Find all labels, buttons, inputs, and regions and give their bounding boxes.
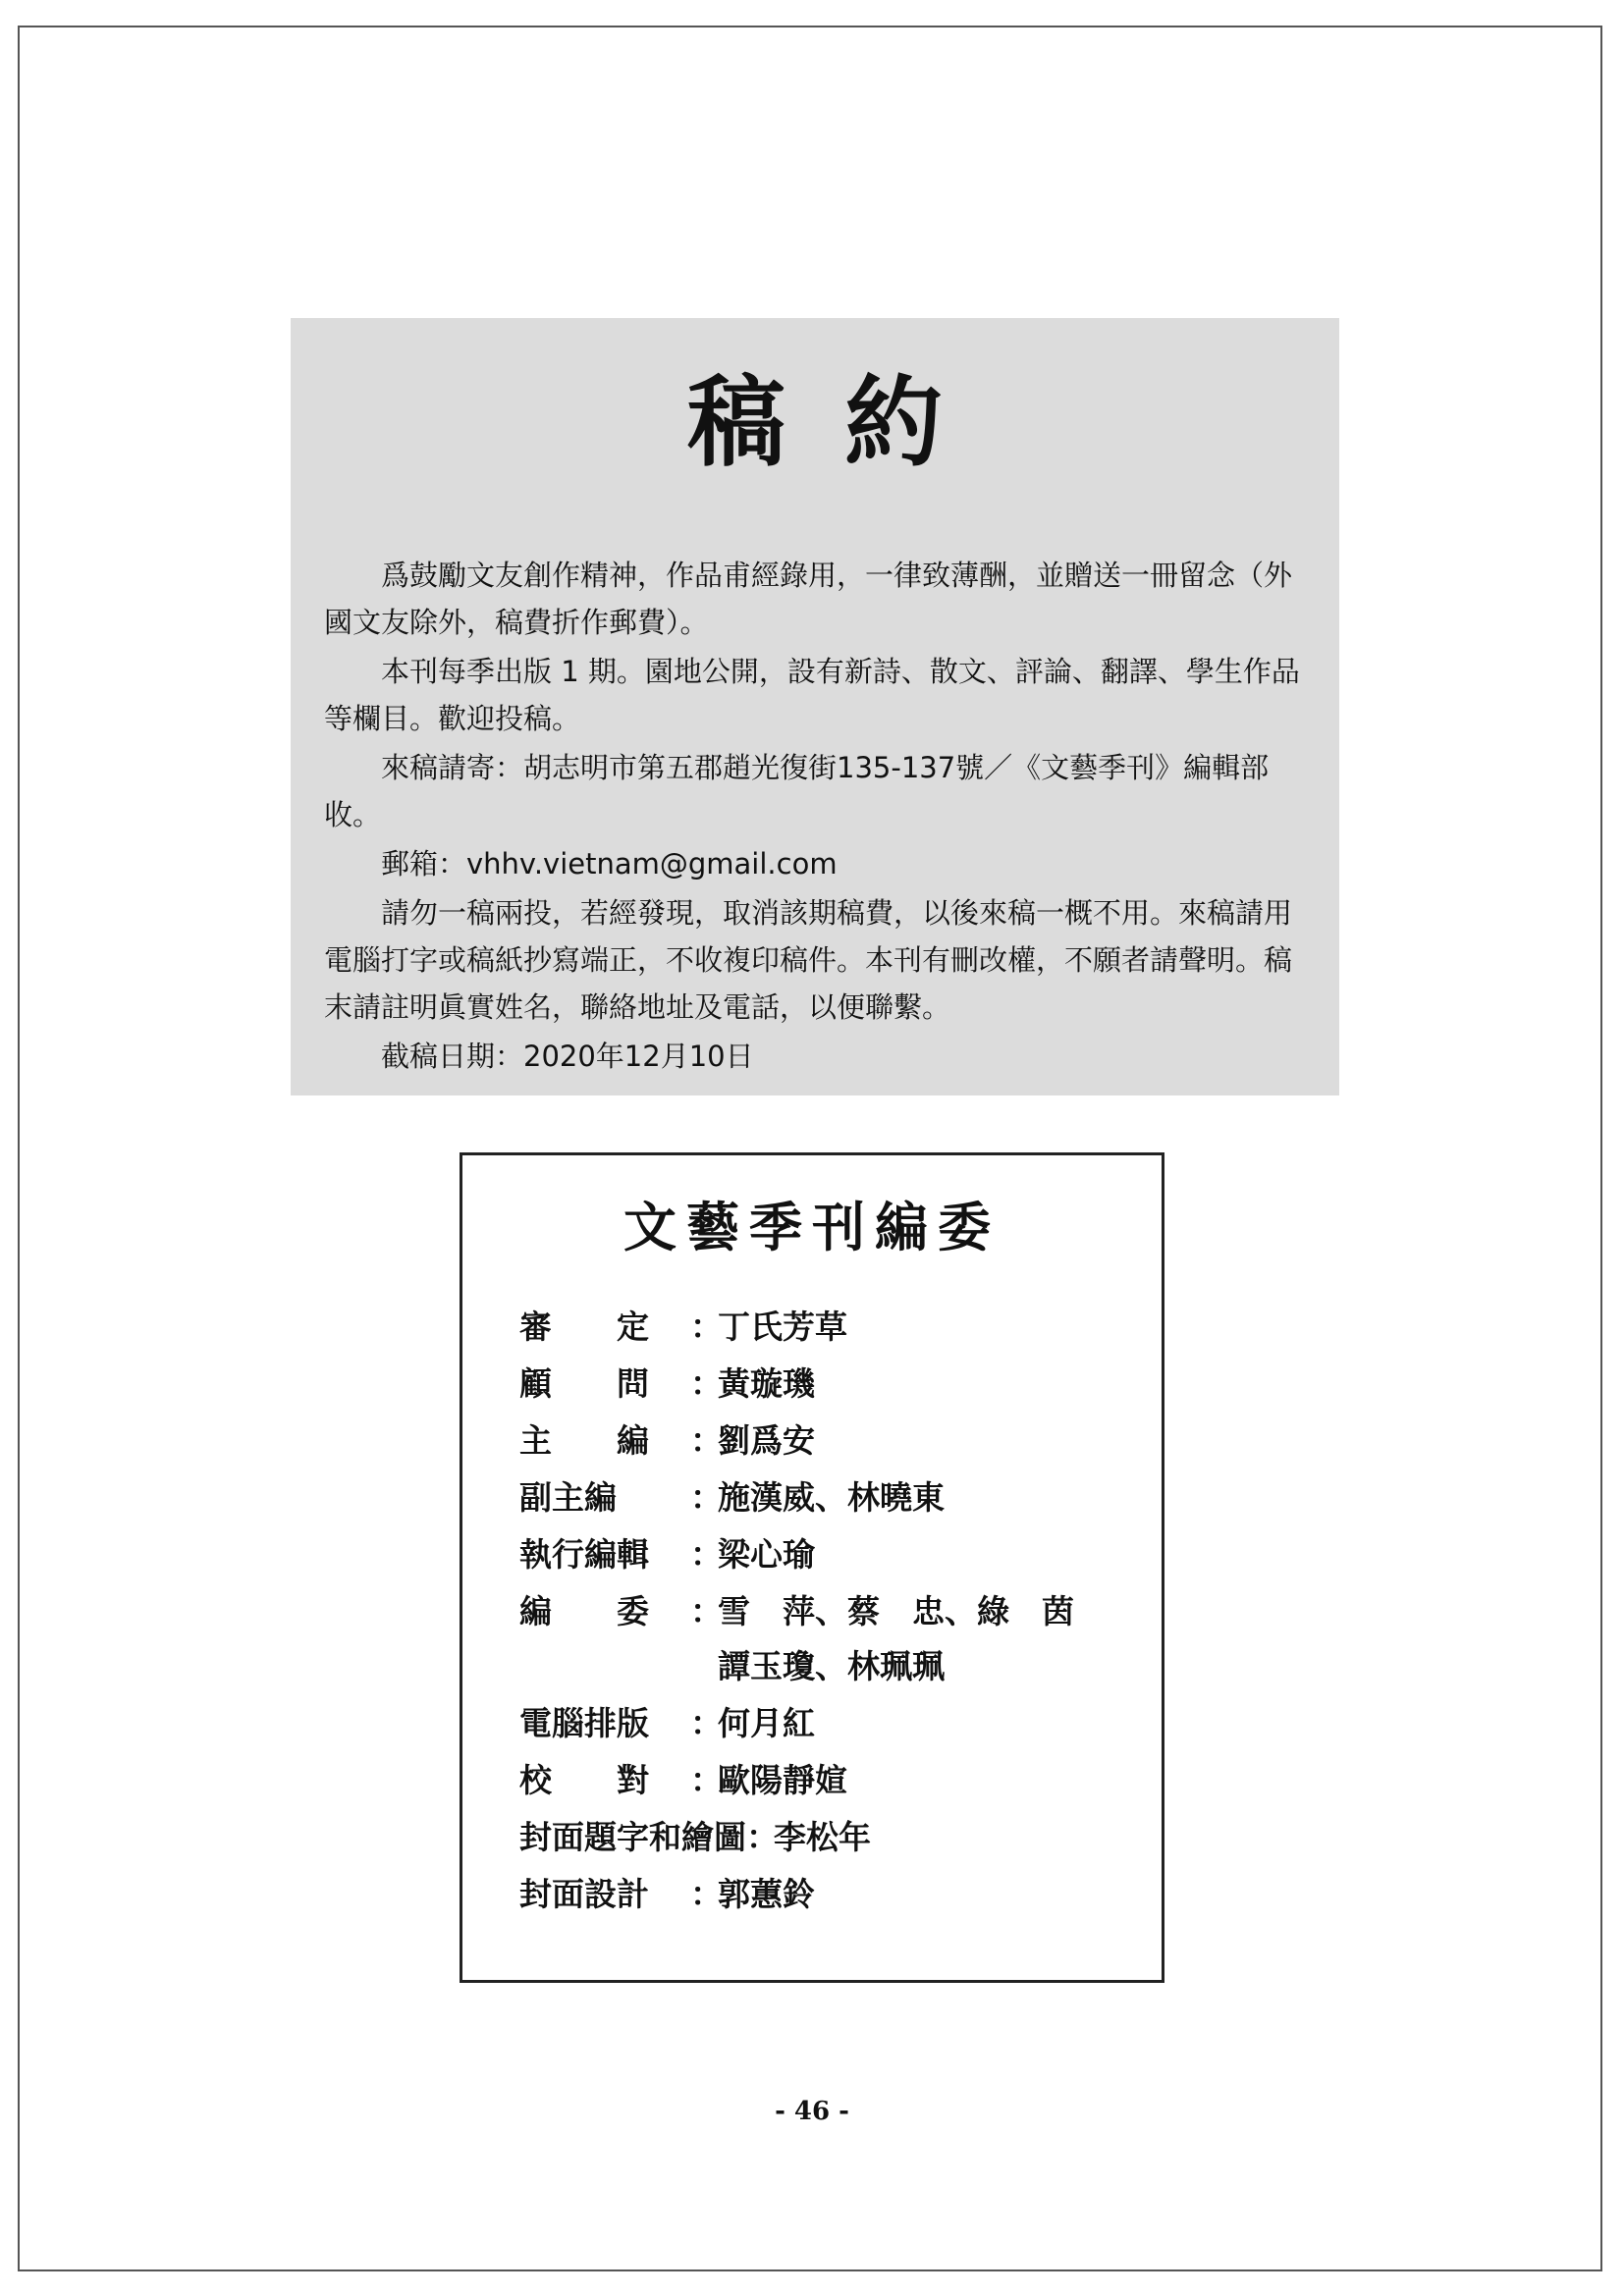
board-names: 丁氏芳草 bbox=[718, 1308, 847, 1346]
board-colon: ： bbox=[690, 1364, 723, 1403]
paragraph-mailing-address: 來稿請寄：胡志明市第五郡趙光復街135-137號／《文藝季刊》編輯部收。 bbox=[324, 751, 1270, 831]
board-row-proofreading bbox=[519, 1752, 1142, 1809]
board-role: 封面設計 bbox=[519, 1875, 649, 1913]
board-colon: ： bbox=[690, 1308, 723, 1346]
board-row-executive-editor bbox=[519, 1526, 1142, 1583]
board-colon: ： bbox=[690, 1592, 723, 1630]
board-names: 黃璇璣 bbox=[718, 1364, 815, 1403]
board-names: 劉爲安 bbox=[718, 1421, 815, 1460]
editorial-board-list bbox=[519, 1299, 1142, 1923]
board-row-committee bbox=[519, 1583, 1142, 1640]
board-role: 顧 問 bbox=[519, 1364, 649, 1403]
board-names: 李松年 bbox=[774, 1818, 871, 1856]
editorial-board-title: 文藝季刊編委 bbox=[623, 1196, 1001, 1258]
board-names: 何月紅 bbox=[718, 1704, 815, 1742]
board-role: 編 委 bbox=[519, 1592, 649, 1630]
board-names: 郭蕙鈴 bbox=[718, 1875, 815, 1913]
board-row-typesetting bbox=[519, 1695, 1142, 1752]
board-names: 歐陽靜媗 bbox=[718, 1761, 847, 1799]
board-row-deputy-editor bbox=[519, 1469, 1142, 1526]
board-row-cover-design bbox=[519, 1866, 1142, 1923]
board-role: 電腦排版 bbox=[519, 1704, 649, 1742]
board-role: 封面題字和繪圖 bbox=[519, 1818, 746, 1856]
board-colon: ： bbox=[690, 1875, 723, 1913]
submission-guidelines-box bbox=[291, 318, 1339, 1095]
board-colon: ： bbox=[690, 1704, 723, 1742]
board-names: 譚玉瓊、林珮珮 bbox=[718, 1647, 945, 1685]
page-number: - 46 - bbox=[775, 2097, 849, 2126]
board-names: 施漢威、林曉東 bbox=[718, 1478, 945, 1517]
paragraph-email: 郵箱：vhhv.vietnam@gmail.com bbox=[381, 847, 838, 881]
board-role: 審 定 bbox=[519, 1308, 649, 1346]
board-colon: ： bbox=[690, 1478, 723, 1517]
board-colon: ： bbox=[746, 1818, 779, 1856]
editorial-board-box bbox=[460, 1152, 1164, 1983]
board-role: 副主編 bbox=[519, 1478, 649, 1517]
board-names: 梁心瑜 bbox=[718, 1535, 815, 1574]
paragraph-payment: 爲鼓勵文友創作精神，作品甫經錄用，一律致薄酬，並贈送一冊留念（外國文友除外，稿費折作郵費）。 bbox=[324, 559, 1293, 639]
board-colon: ： bbox=[690, 1421, 723, 1460]
board-role: 執行編輯 bbox=[519, 1535, 649, 1574]
board-row-review bbox=[519, 1299, 1142, 1356]
board-row-cover-calligraphy bbox=[519, 1809, 1142, 1866]
paragraph-publication: 本刊每季出版 1 期。園地公開，設有新詩、散文、評論、翻譯、學生作品等欄目。歡迎投稿。 bbox=[324, 655, 1300, 735]
board-row-chief-editor bbox=[519, 1413, 1142, 1469]
paragraph-rules: 請勿一稿兩投，若經發現，取消該期稿費，以後來稿一概不用。來稿請用電腦打字或稿紙抄寫端正，不收複印稿件。本刊有刪改權，不願者請聲明。稿末請註明眞實姓名，聯絡地址及電話，以便聯繫。 bbox=[324, 896, 1293, 1024]
board-role: 主 編 bbox=[519, 1421, 649, 1460]
board-names: 雪 萍、蔡 忠、綠 茵 bbox=[718, 1592, 1074, 1630]
board-role: 校 對 bbox=[519, 1761, 649, 1799]
board-colon: ： bbox=[690, 1761, 723, 1799]
board-row-advisor bbox=[519, 1356, 1142, 1413]
board-colon: ： bbox=[690, 1535, 723, 1574]
board-row-committee-continued bbox=[519, 1638, 1142, 1695]
paragraph-deadline: 截稿日期：2020年12月10日 bbox=[381, 1040, 754, 1073]
submission-guidelines-title: 稿約 bbox=[687, 364, 1001, 480]
